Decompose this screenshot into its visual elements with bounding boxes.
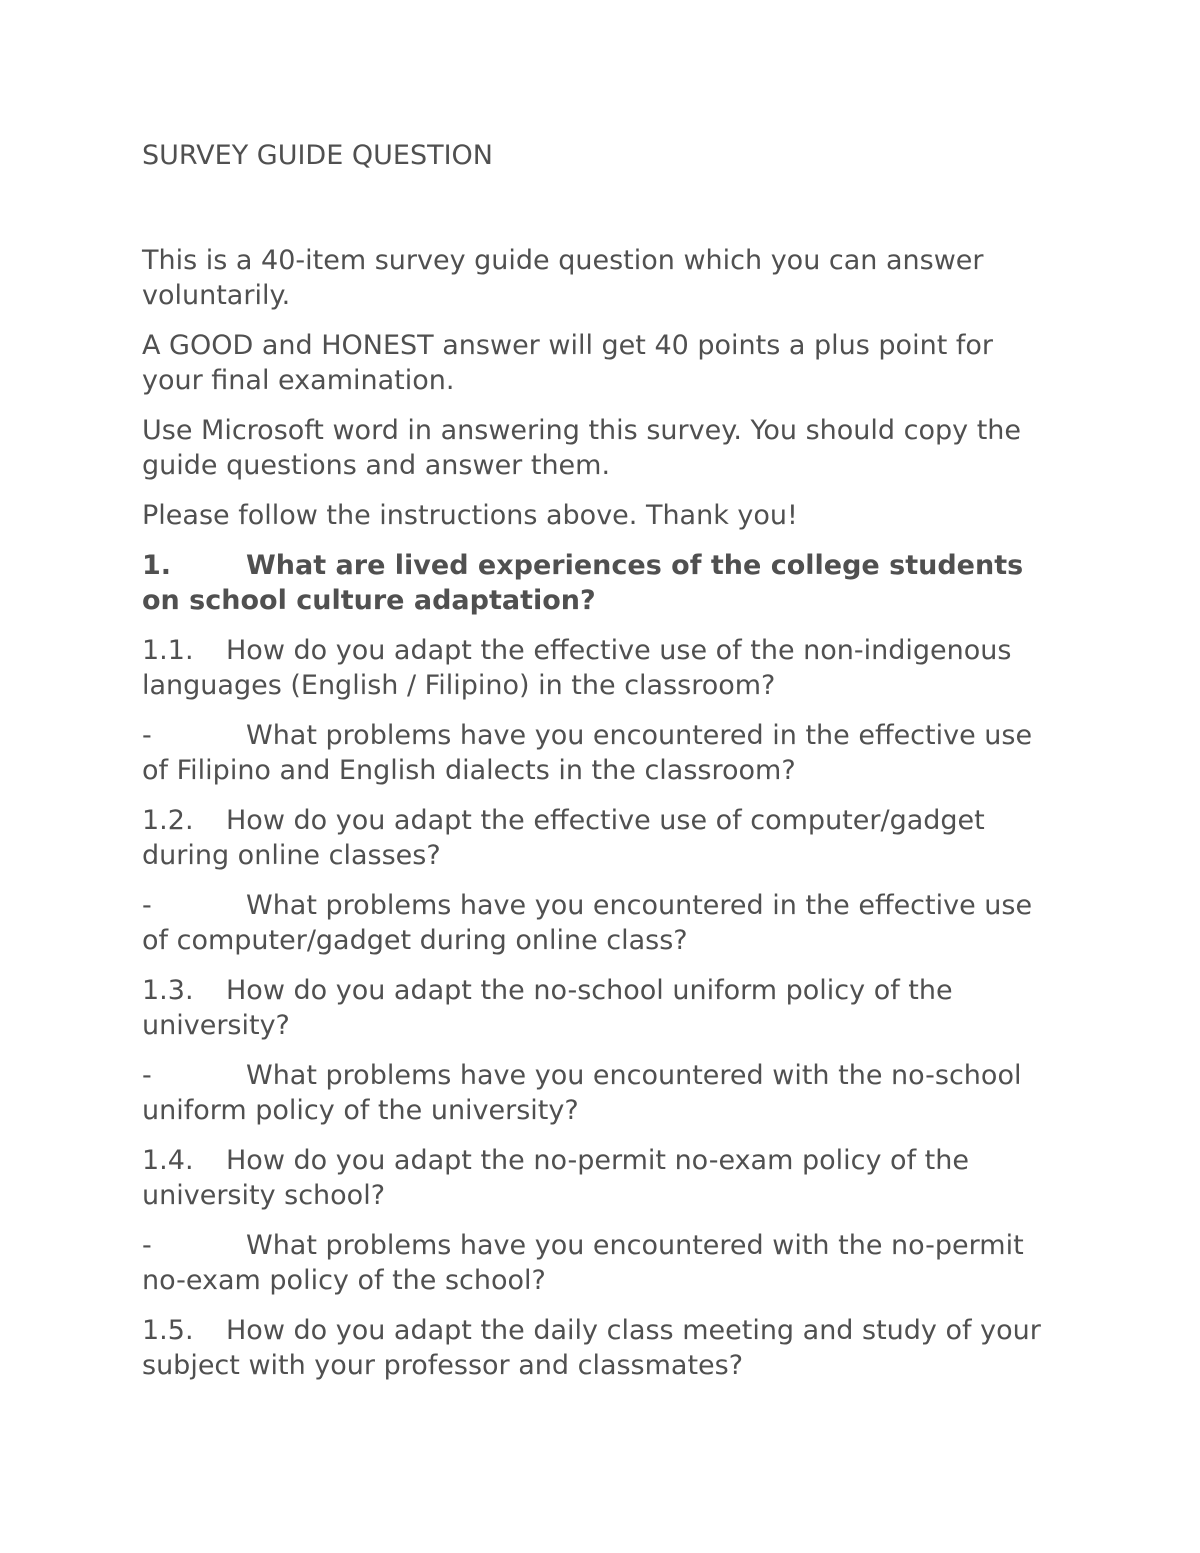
problem-text: What problems have you encountered with the no-permit no-exam policy of the school? [142,1230,1024,1296]
section-heading [142,548,1062,618]
question-text: How do you adapt the daily class meeting and study of your subject with your professor and classmates? [142,1315,1041,1381]
problem-item [142,888,1062,958]
bullet-dash: - [142,1230,152,1261]
question-text: How do you adapt the no-permit no-exam policy of the university school? [142,1145,969,1211]
question-item [142,1143,1062,1213]
intro-paragraph: A GOOD and HONEST answer will get 40 points a plus point for your final examination. [142,330,993,396]
problem-text: What problems have you encountered in the effective use of Filipino and English dialects in the classroom? [142,720,1033,786]
document-title: SURVEY GUIDE QUESTION [142,140,493,171]
bullet-dash: - [142,720,152,751]
problem-item [142,1058,1062,1128]
question-item [142,973,1062,1043]
section-number: 1. [142,550,172,581]
question-text: How do you adapt the effective use of the non-indigenous languages (English / Filipino) in the classroom? [142,635,1012,701]
question-item [142,1313,1062,1383]
intro-paragraph: Use Microsoft word in answering this survey. You should copy the guide questions and answer them. [142,415,1022,481]
question-number: 1.3. [142,975,194,1006]
problem-item [142,718,1062,788]
question-text: How do you adapt the effective use of computer/gadget during online classes? [142,805,985,871]
intro-paragraph: Please follow the instructions above. Thank you! [142,500,798,531]
bullet-dash: - [142,1060,152,1091]
question-number: 1.2. [142,805,194,836]
problem-item [142,1228,1062,1298]
intro-paragraph: This is a 40-item survey guide question which you can answer voluntarily. [142,245,984,311]
question-number: 1.5. [142,1315,194,1346]
section-text: What are lived experiences of the college students on school culture adaptation? [142,550,1024,616]
document-body [142,138,1062,1398]
question-text: How do you adapt the no-school uniform policy of the university? [142,975,953,1041]
bullet-dash: - [142,890,152,921]
question-item [142,633,1062,703]
question-item [142,803,1062,873]
question-number: 1.4. [142,1145,194,1176]
question-number: 1.1. [142,635,194,666]
problem-text: What problems have you encountered in the effective use of computer/gadget during online class? [142,890,1033,956]
problem-text: What problems have you encountered with the no-school uniform policy of the university? [142,1060,1022,1126]
